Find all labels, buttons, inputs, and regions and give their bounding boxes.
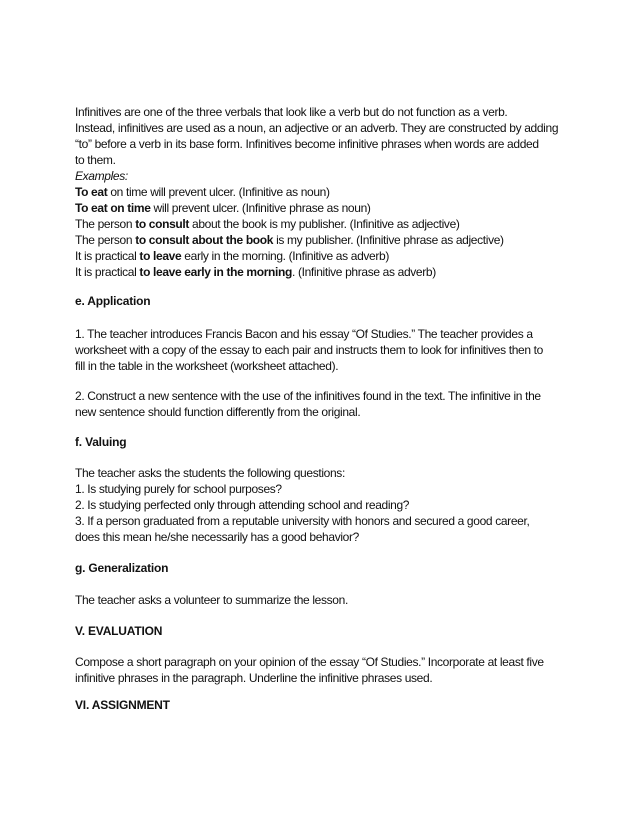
- intro-line: Infinitives are one of the three verbals that look like a verb but do not function as a verb.: [75, 105, 508, 119]
- evaluation-heading: V. EVALUATION: [75, 624, 163, 638]
- example-line: To eat on time will prevent ulcer. (Infinitive as noun): [75, 185, 330, 199]
- example-line: The person to consult about the book is my publisher. (Infinitive phrase as adjective): [75, 233, 504, 247]
- intro-line: to them.: [75, 153, 116, 167]
- application-paragraph-2: 2. Construct a new sentence with the use of the infinitives found in the text. The infinitive in the new sentence should function differently from the original.: [75, 389, 541, 419]
- intro-line: “to” before a verb in its base form. Infinitives become infinitive phrases when words are added: [75, 137, 539, 151]
- intro-paragraph: [75, 104, 575, 280]
- infinitive-bold: to leave early in the morning: [139, 265, 292, 279]
- example-line: It is practical to leave early in the morning. (Infinitive phrase as adverb): [75, 265, 436, 279]
- application-heading: e. Application: [75, 294, 151, 308]
- examples-label: Examples:: [75, 169, 128, 183]
- generalization-heading: g. Generalization: [75, 561, 169, 575]
- example-line: To eat on time will prevent ulcer. (Infinitive phrase as noun): [75, 201, 371, 215]
- evaluation-paragraph: Compose a short paragraph on your opinion of the essay “Of Studies.” Incorporate at least five infinitive phrases in the paragraph. Underline the infinitive phrases used.: [75, 655, 544, 685]
- infinitive-bold: To eat: [75, 185, 108, 199]
- example-line: It is practical to leave early in the morning. (Infinitive as adverb): [75, 249, 389, 263]
- valuing-heading: f. Valuing: [75, 435, 127, 449]
- intro-line: Instead, infinitives are used as a noun, an adjective or an adverb. They are constructed by adding: [75, 121, 559, 135]
- example-line: The person to consult about the book is my publisher. (Infinitive as adjective): [75, 217, 460, 231]
- application-paragraph-1: 1. The teacher introduces Francis Bacon and his essay “Of Studies.” The teacher provides a worksheet with a copy of the essay to each pair and instructs them to look for infinitives then to fill in the table in the worksheet (worksheet attached).: [75, 327, 543, 373]
- valuing-paragraph: The teacher asks the students the following questions: 1. Is studying purely for school purposes? 2. Is studying perfected only through attending school and reading? 3. If a person graduated from a reputable university with honors and secured a good career, does this mean he/she necessarily has a good behavior?: [75, 466, 530, 544]
- assignment-heading: VI. ASSIGNMENT: [75, 698, 170, 712]
- infinitive-bold: to leave: [139, 249, 182, 263]
- infinitive-bold: to consult about the book: [135, 233, 274, 247]
- infinitive-bold: to consult: [135, 217, 190, 231]
- generalization-paragraph: The teacher asks a volunteer to summarize the lesson.: [75, 593, 348, 607]
- infinitive-bold: To eat on time: [75, 201, 151, 215]
